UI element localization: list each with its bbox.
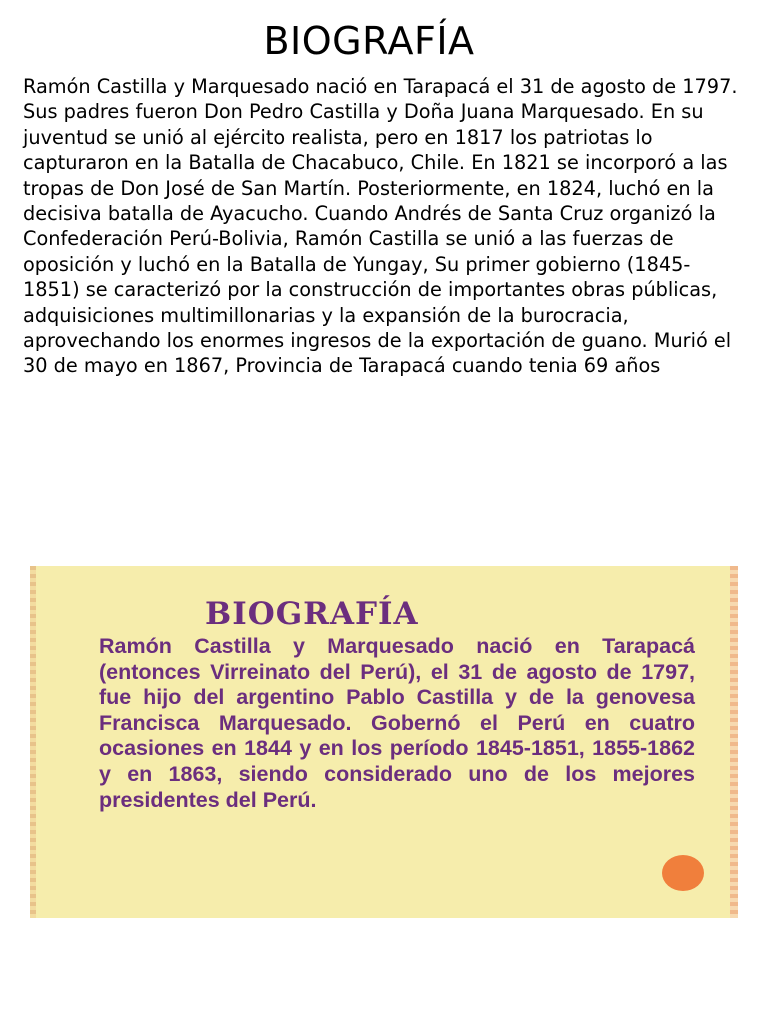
orange-dot-decoration	[662, 855, 704, 891]
card-biography-text: Ramón Castilla y Marquesado nació en Tarapacá (entonces Virreinato del Perú), el 31 de agosto de 1797, fue hijo del argentino Pablo Castilla y de la genovesa Francisca Marquesado. Gobernó el Perú en cuatro ocasiones en 1844 y en los período 1845-1851, 1855-1862 y en 1863, siendo considerado uno de los mejores presidentes del Perú.	[99, 634, 695, 812]
biography-text: Ramón Castilla y Marquesado nació en Tarapacá el 31 de agosto de 1797. Sus padres fueron Don Pedro Castilla y Doña Juana Marquesado. En su juventud se unió al ejército realista, pero en 1817 los patriotas lo capturaron en la Batalla de Chacabuco, Chile. En 1821 se incorporó a las tropas de Don José de San Martín. Posteriormente, en 1824, luchó en la decisiva batalla de Ayacucho. Cuando Andrés de Santa Cruz organizó la Confederación Perú-Bolivia, Ramón Castilla se unió a las fuerzas de oposición y luchó en la Batalla de Yungay, Su primer gobierno (1845-1851) se caracterizó por la construcción de importantes obras públicas, adquisiciones multimillonarias y la expansión de la burocracia, aprovechando los enormes ingresos de la exportación de guano. Murió el 30 de mayo en 1867, Provincia de Tarapacá cuando tenia 69 años	[23, 75, 738, 378]
card-left-border	[30, 566, 36, 918]
card-title: BIOGRAFÍA	[205, 596, 419, 632]
page-title: BIOGRAFÍA	[263, 19, 475, 63]
card-right-border	[730, 566, 738, 918]
